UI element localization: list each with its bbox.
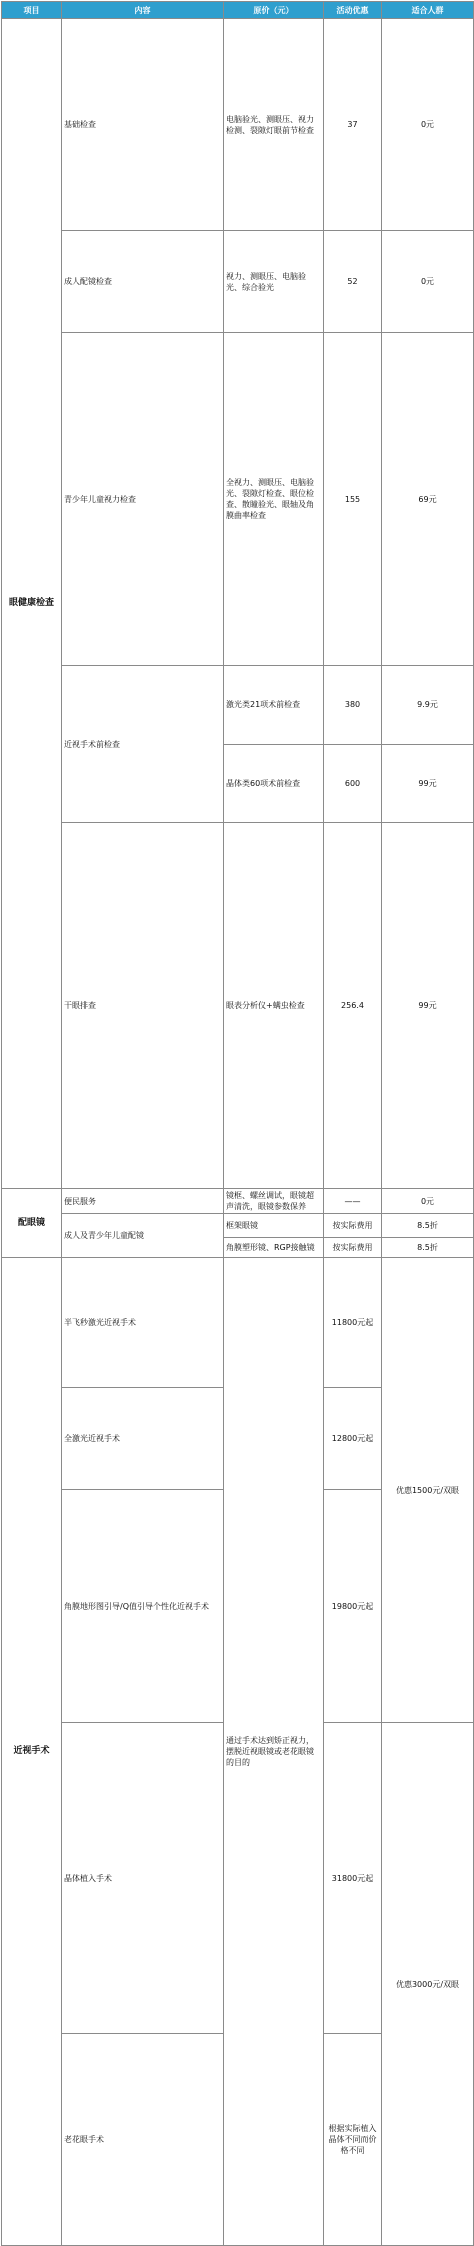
price-cell: 155 bbox=[324, 333, 382, 666]
item-cell: 基础检查 bbox=[62, 19, 224, 231]
table-row bbox=[2, 823, 474, 1006]
header-price: 原价（元） bbox=[224, 2, 324, 19]
offer-cell: 0元 bbox=[382, 231, 474, 333]
header-audience: 适合人群 bbox=[382, 2, 474, 19]
content-cell: 电脑验光、测眼压、视力检测、裂隙灯眼前节检查 bbox=[224, 19, 324, 231]
price-cell: 按实际费用 bbox=[324, 1214, 382, 1238]
price-cell: 600 bbox=[324, 744, 382, 823]
group-eye-health: 眼健康检查 bbox=[2, 19, 62, 1189]
item-cell: 干眼排查 bbox=[62, 823, 224, 1189]
table-row bbox=[2, 1214, 474, 1238]
offer-cell: 99元 bbox=[382, 823, 474, 1189]
content-cell: 镜框、螺丝调试，眼镜超声清洗，眼镜参数保养 bbox=[224, 1189, 324, 1214]
table-row bbox=[2, 19, 474, 231]
price-table bbox=[1, 1, 474, 2246]
price-cell: 11800元起 bbox=[324, 1258, 382, 1388]
item-cell: 晶体植入手术 bbox=[62, 1723, 224, 2034]
table-row bbox=[2, 666, 474, 745]
offer-cell: 0元 bbox=[382, 1189, 474, 1214]
header-offer: 活动优惠 bbox=[324, 2, 382, 19]
header-row bbox=[2, 2, 474, 19]
item-cell: 近视手术前检查 bbox=[62, 666, 224, 823]
header-content: 内容 bbox=[62, 2, 224, 19]
price-cell: 19800元起 bbox=[324, 1490, 382, 1723]
price-cell: —— bbox=[324, 1189, 382, 1214]
group-glasses: 配眼镜 bbox=[2, 1189, 62, 1258]
surgery-content-cell: 通过手术达到矫正视力，摆脱近视眼镜或老花眼镜的目的 bbox=[224, 1258, 324, 2246]
content-cell: 视力、测眼压、电脑验光、综合验光 bbox=[224, 231, 324, 333]
header-item: 项目 bbox=[2, 2, 62, 19]
content-cell: 晶体类60项术前检查 bbox=[224, 744, 324, 823]
offer-cell: 优惠3000元/双眼 bbox=[382, 1723, 474, 2246]
price-cell: 31800元起 bbox=[324, 1723, 382, 2034]
price-cell: 根据实际植入晶体不同而价格不同 bbox=[324, 2034, 382, 2246]
content-cell: 激光类21项术前检查 bbox=[224, 666, 324, 745]
item-cell: 青少年儿童视力检查 bbox=[62, 333, 224, 666]
offer-cell: 99元 bbox=[382, 744, 474, 823]
price-cell: 256.4 bbox=[324, 823, 382, 1189]
item-cell: 便民服务 bbox=[62, 1189, 224, 1214]
item-cell: 成人配镜检查 bbox=[62, 231, 224, 333]
price-cell: 52 bbox=[324, 231, 382, 333]
item-cell: 老花眼手术 bbox=[62, 2034, 224, 2246]
group-myopia: 近视手术 bbox=[2, 1258, 62, 2246]
price-cell: 380 bbox=[324, 666, 382, 745]
price-cell: 按实际费用 bbox=[324, 1238, 382, 1258]
table-row bbox=[2, 1189, 474, 1214]
offer-cell: 8.5折 bbox=[382, 1238, 474, 1258]
content-cell: 框架眼镜 bbox=[224, 1214, 324, 1238]
item-cell: 成人及青少年儿童配镜 bbox=[62, 1214, 224, 1258]
price-cell: 12800元起 bbox=[324, 1387, 382, 1490]
item-cell: 半飞秒激光近视手术 bbox=[62, 1258, 224, 1388]
content-cell: 眼表分析仪+螨虫检查 bbox=[224, 823, 324, 1189]
offer-cell: 9.9元 bbox=[382, 666, 474, 745]
price-cell: 37 bbox=[324, 19, 382, 231]
table-row bbox=[2, 1258, 474, 1388]
table-row bbox=[2, 333, 474, 666]
content-cell: 角膜塑形镜、RGP接触镜 bbox=[224, 1238, 324, 1258]
item-cell: 角膜地形图引导/Q值引导个性化近视手术 bbox=[62, 1490, 224, 1723]
content-cell: 全视力、测眼压、电脑验光、裂隙灯检查、眼位检查、散瞳验光、眼轴及角膜曲率检查 bbox=[224, 333, 324, 666]
offer-cell: 69元 bbox=[382, 333, 474, 666]
item-cell: 全激光近视手术 bbox=[62, 1387, 224, 1490]
offer-cell: 优惠1500元/双眼 bbox=[382, 1258, 474, 1723]
offer-cell: 8.5折 bbox=[382, 1214, 474, 1238]
offer-cell: 0元 bbox=[382, 19, 474, 231]
table-row bbox=[2, 231, 474, 333]
